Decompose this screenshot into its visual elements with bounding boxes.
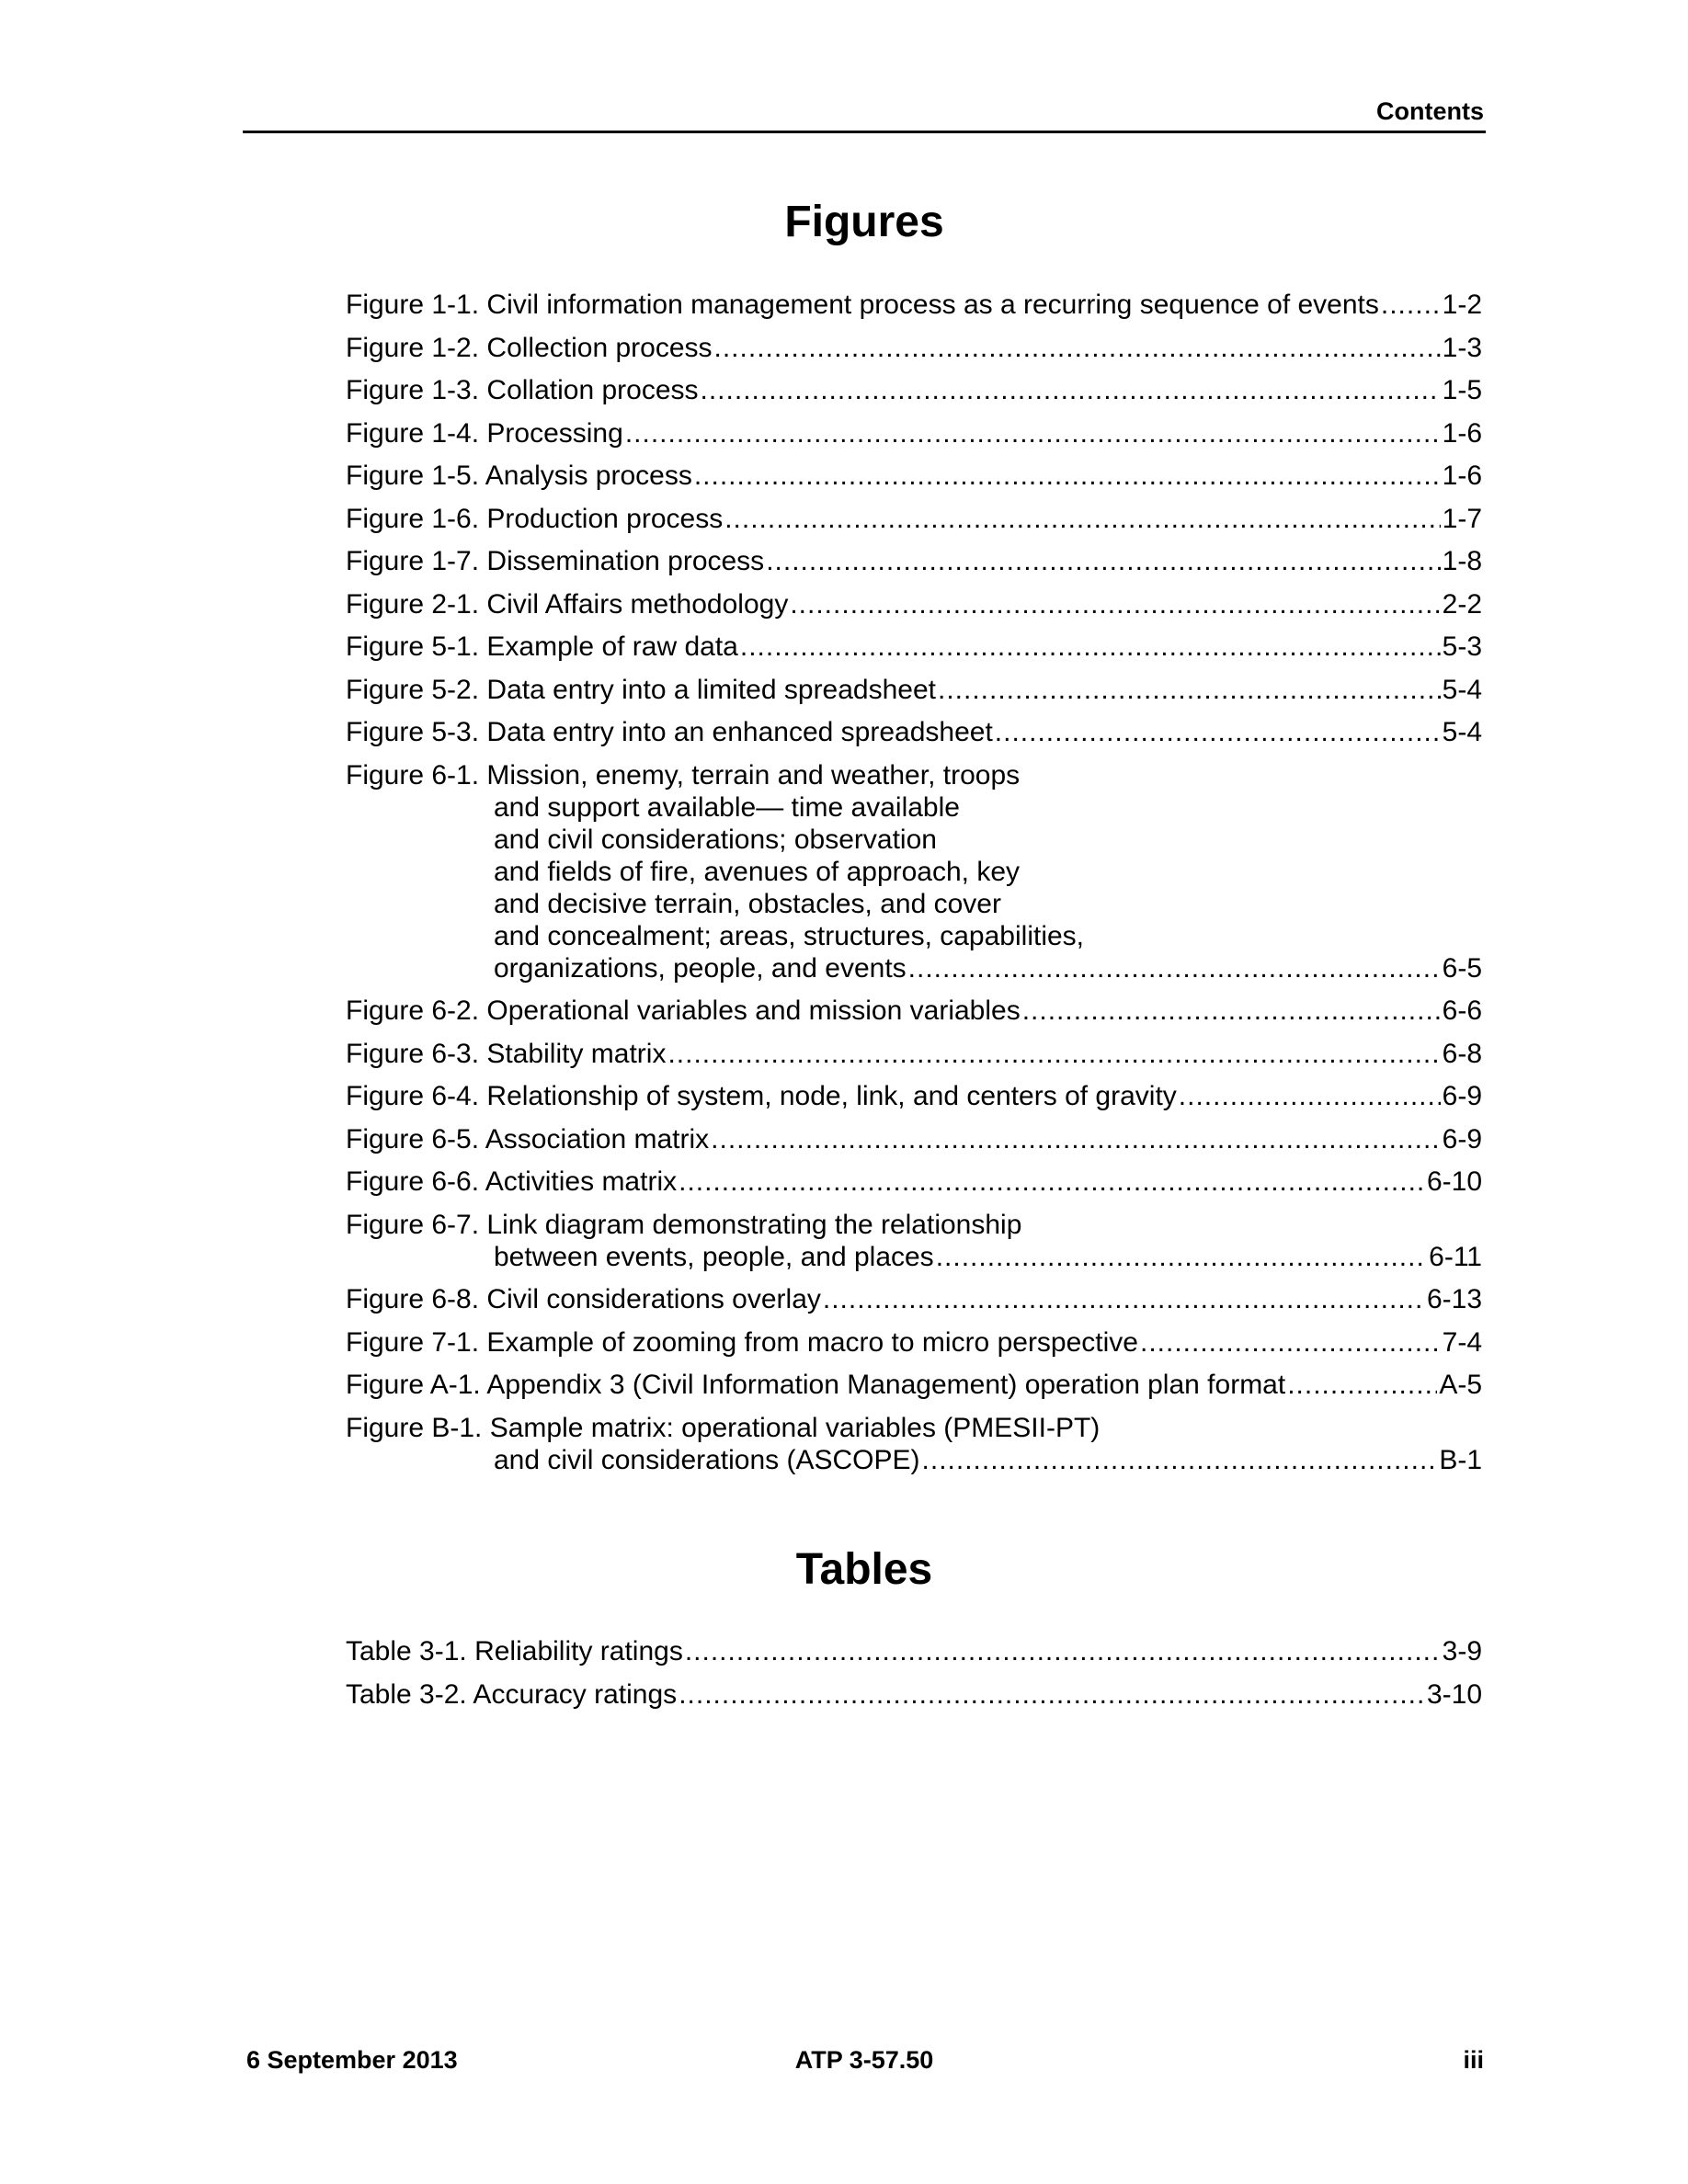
toc-entry-last-line (346, 289, 1482, 321)
toc-entry[interactable] (346, 1283, 1482, 1315)
toc-entry-page: 1-8 (1442, 546, 1482, 576)
dot-leader (701, 374, 1441, 406)
dot-leader (679, 1166, 1425, 1198)
toc-entry-line (346, 1412, 1482, 1444)
toc-entry-line (346, 856, 1482, 888)
toc-entry-last-line (346, 952, 1482, 984)
toc-entry-title: Figure 1-6. Production process (346, 503, 724, 534)
header-title: Contents (1376, 97, 1484, 125)
toc-entry-title: Figure B-1. Sample matrix: operational variables (PMESII-PT) (346, 1412, 1101, 1443)
toc-entry-title: Figure 5-3. Data entry into an enhanced spreadsheet (346, 717, 993, 747)
toc-entry[interactable] (346, 1038, 1482, 1070)
toc-entry-title: Figure 6-4. Relationship of system, node, link, and centers of gravity (346, 1081, 1177, 1111)
toc-entry-title: and civil considerations; observation (494, 824, 937, 855)
toc-entry-page: 6-6 (1442, 995, 1482, 1026)
dot-leader (667, 1038, 1440, 1070)
toc-entry-title: organizations, people, and events (494, 952, 907, 984)
toc-entry[interactable] (346, 545, 1482, 577)
toc-entry-page: 2-2 (1442, 588, 1482, 620)
toc-entry-title: Figure 6-6. Activities matrix (346, 1166, 678, 1197)
toc-entry-last-line (346, 1241, 1482, 1273)
toc-entry-title: and concealment; areas, structures, capabilities, (494, 920, 1084, 951)
toc-entry-title: Figure 6-8. Civil considerations overlay (346, 1284, 821, 1314)
toc-entry-title: Figure 1-2. Collection process (346, 332, 713, 363)
toc-entry[interactable] (346, 374, 1482, 406)
toc-entry-last-line (346, 1166, 1482, 1198)
figures-heading: Figures (784, 198, 944, 246)
dot-leader (740, 631, 1441, 663)
toc-entry[interactable] (346, 631, 1482, 663)
toc-entry[interactable] (346, 1123, 1482, 1155)
toc-entry-last-line (346, 332, 1482, 364)
toc-entry-title: and fields of fire, avenues of approach, key (494, 856, 1021, 887)
toc-entry-last-line (346, 374, 1482, 406)
toc-entry[interactable] (346, 716, 1482, 748)
dot-leader (1287, 1369, 1437, 1401)
dot-leader (714, 332, 1441, 364)
dot-leader (908, 952, 1441, 984)
figures-list (346, 289, 1482, 1486)
dot-leader (694, 460, 1441, 492)
toc-entry-last-line (346, 1080, 1482, 1112)
toc-entry-page: 7-4 (1442, 1326, 1482, 1358)
toc-entry-last-line (346, 1038, 1482, 1070)
toc-entry-line (346, 888, 1482, 920)
toc-entry-title: Table 3-1. Reliability ratings (346, 1636, 683, 1666)
footer-date: 6 September 2013 (246, 2046, 458, 2074)
toc-entry-title: Figure 6-3. Stability matrix (346, 1038, 667, 1069)
toc-entry-title: Figure 1-7. Dissemination process (346, 546, 765, 576)
toc-entry-page: 6-5 (1442, 952, 1482, 984)
toc-entry-page: 6-9 (1442, 1123, 1482, 1155)
toc-entry-title: Figure 6-2. Operational variables and mission variables (346, 995, 1021, 1026)
toc-entry[interactable] (346, 1080, 1482, 1112)
toc-entry-page: 1-6 (1442, 461, 1482, 491)
toc-entry[interactable] (346, 1678, 1482, 1711)
header-rule (243, 131, 1486, 133)
toc-entry[interactable] (346, 503, 1482, 535)
toc-entry[interactable] (346, 289, 1482, 321)
footer-page-number: iii (1463, 2046, 1484, 2074)
toc-entry-page: 3-9 (1442, 1636, 1482, 1666)
toc-entry[interactable] (346, 332, 1482, 364)
toc-entry-last-line (346, 995, 1482, 1027)
toc-entry-title: Figure 1-1. Civil information management process as a recurring sequence of events (346, 290, 1379, 320)
toc-entry-title: Figure 1-3. Collation process (346, 375, 699, 405)
toc-entry-last-line (346, 1678, 1482, 1711)
toc-entry[interactable] (346, 1166, 1482, 1198)
dot-leader (922, 1444, 1438, 1476)
toc-entry[interactable] (346, 460, 1482, 492)
toc-entry-title: between events, people, and places (494, 1241, 934, 1272)
tables-heading: Tables (795, 1545, 933, 1594)
dot-leader (823, 1283, 1425, 1315)
dot-leader (1381, 289, 1441, 321)
dot-leader (1140, 1326, 1441, 1359)
toc-entry-line (346, 1209, 1482, 1241)
toc-entry-page: A-5 (1439, 1370, 1482, 1400)
toc-entry-last-line (346, 1326, 1482, 1359)
toc-entry[interactable] (346, 1326, 1482, 1359)
dot-leader (711, 1123, 1440, 1155)
toc-entry-page: 6-9 (1442, 1081, 1482, 1111)
toc-entry-page: 1-2 (1442, 290, 1482, 320)
footer-doc-id: ATP 3-57.50 (794, 2046, 934, 2074)
toc-entry-title: Figure 5-1. Example of raw data (346, 631, 738, 662)
dot-leader (1179, 1080, 1441, 1112)
toc-entry[interactable] (346, 1209, 1482, 1273)
toc-entry[interactable] (346, 1369, 1482, 1401)
toc-entry-title: Figure 7-1. Example of zooming from macro to micro perspective (346, 1326, 1138, 1358)
dot-leader (938, 674, 1441, 706)
toc-entry-last-line (346, 460, 1482, 492)
toc-entry-page: 1-6 (1442, 417, 1482, 449)
toc-entry-page: 1-5 (1442, 375, 1482, 405)
toc-entry-title: and decisive terrain, obstacles, and cover (494, 888, 1001, 919)
toc-entry-page: 5-3 (1442, 631, 1482, 662)
toc-entry[interactable] (346, 1635, 1482, 1667)
toc-entry-title: Figure 2-1. Civil Affairs methodology (346, 588, 789, 620)
toc-entry-page: 6-8 (1442, 1038, 1482, 1069)
toc-entry-last-line (346, 1123, 1482, 1155)
dot-leader (766, 545, 1440, 577)
toc-entry-last-line (346, 1283, 1482, 1315)
toc-entry-title: Figure 6-5. Association matrix (346, 1123, 710, 1155)
toc-entry-last-line (346, 545, 1482, 577)
dot-leader (724, 503, 1440, 535)
toc-entry-title: Figure 6-7. Link diagram demonstrating the relationship (346, 1209, 1022, 1240)
toc-entry-last-line (346, 417, 1482, 449)
toc-entry[interactable] (346, 417, 1482, 449)
toc-entry-page: 6-11 (1429, 1241, 1482, 1272)
toc-entry-last-line (346, 716, 1482, 748)
toc-entry[interactable] (346, 995, 1482, 1027)
toc-entry[interactable] (346, 588, 1482, 620)
toc-entry-page: B-1 (1439, 1444, 1482, 1475)
toc-entry-title: Figure A-1. Appendix 3 (Civil Information Management) operation plan format (346, 1370, 1286, 1400)
toc-entry-title: Figure 1-4. Processing (346, 417, 623, 449)
dot-leader (995, 716, 1441, 748)
toc-entry-last-line (346, 588, 1482, 620)
toc-entry-title: Table 3-2. Accuracy ratings (346, 1678, 678, 1710)
toc-entry-line (346, 759, 1482, 791)
toc-entry-last-line (346, 631, 1482, 663)
toc-entry-title: Figure 5-2. Data entry into a limited spreadsheet (346, 674, 936, 705)
toc-entry-last-line (346, 1369, 1482, 1401)
toc-entry-last-line (346, 1444, 1482, 1476)
toc-entry-last-line (346, 1635, 1482, 1667)
toc-entry-line (346, 824, 1482, 856)
dot-leader (790, 588, 1440, 620)
toc-entry-last-line (346, 674, 1482, 706)
toc-entry[interactable] (346, 759, 1482, 984)
toc-entry-page: 5-4 (1442, 717, 1482, 747)
dot-leader (685, 1635, 1441, 1667)
toc-entry-last-line (346, 503, 1482, 535)
toc-entry[interactable] (346, 1412, 1482, 1476)
toc-entry-title: Figure 6-1. Mission, enemy, terrain and weather, troops (346, 759, 1021, 791)
dot-leader (679, 1678, 1425, 1711)
toc-entry-line (346, 791, 1482, 824)
tables-list (346, 1635, 1482, 1721)
dot-leader (625, 417, 1441, 449)
toc-entry-line (346, 920, 1482, 952)
toc-entry-page: 3-10 (1426, 1678, 1482, 1710)
toc-entry-page: 5-4 (1442, 674, 1482, 705)
dot-leader (1022, 995, 1441, 1027)
toc-entry[interactable] (346, 674, 1482, 706)
toc-entry-page: 6-10 (1426, 1166, 1482, 1197)
toc-entry-page: 1-3 (1442, 332, 1482, 363)
toc-entry-page: 6-13 (1426, 1284, 1482, 1314)
toc-entry-page: 1-7 (1442, 503, 1482, 534)
toc-entry-title: Figure 1-5. Analysis process (346, 461, 692, 491)
toc-entry-title: and civil considerations (ASCOPE) (494, 1444, 920, 1475)
toc-entry-title: and support available— time available (494, 791, 960, 823)
dot-leader (936, 1241, 1427, 1273)
